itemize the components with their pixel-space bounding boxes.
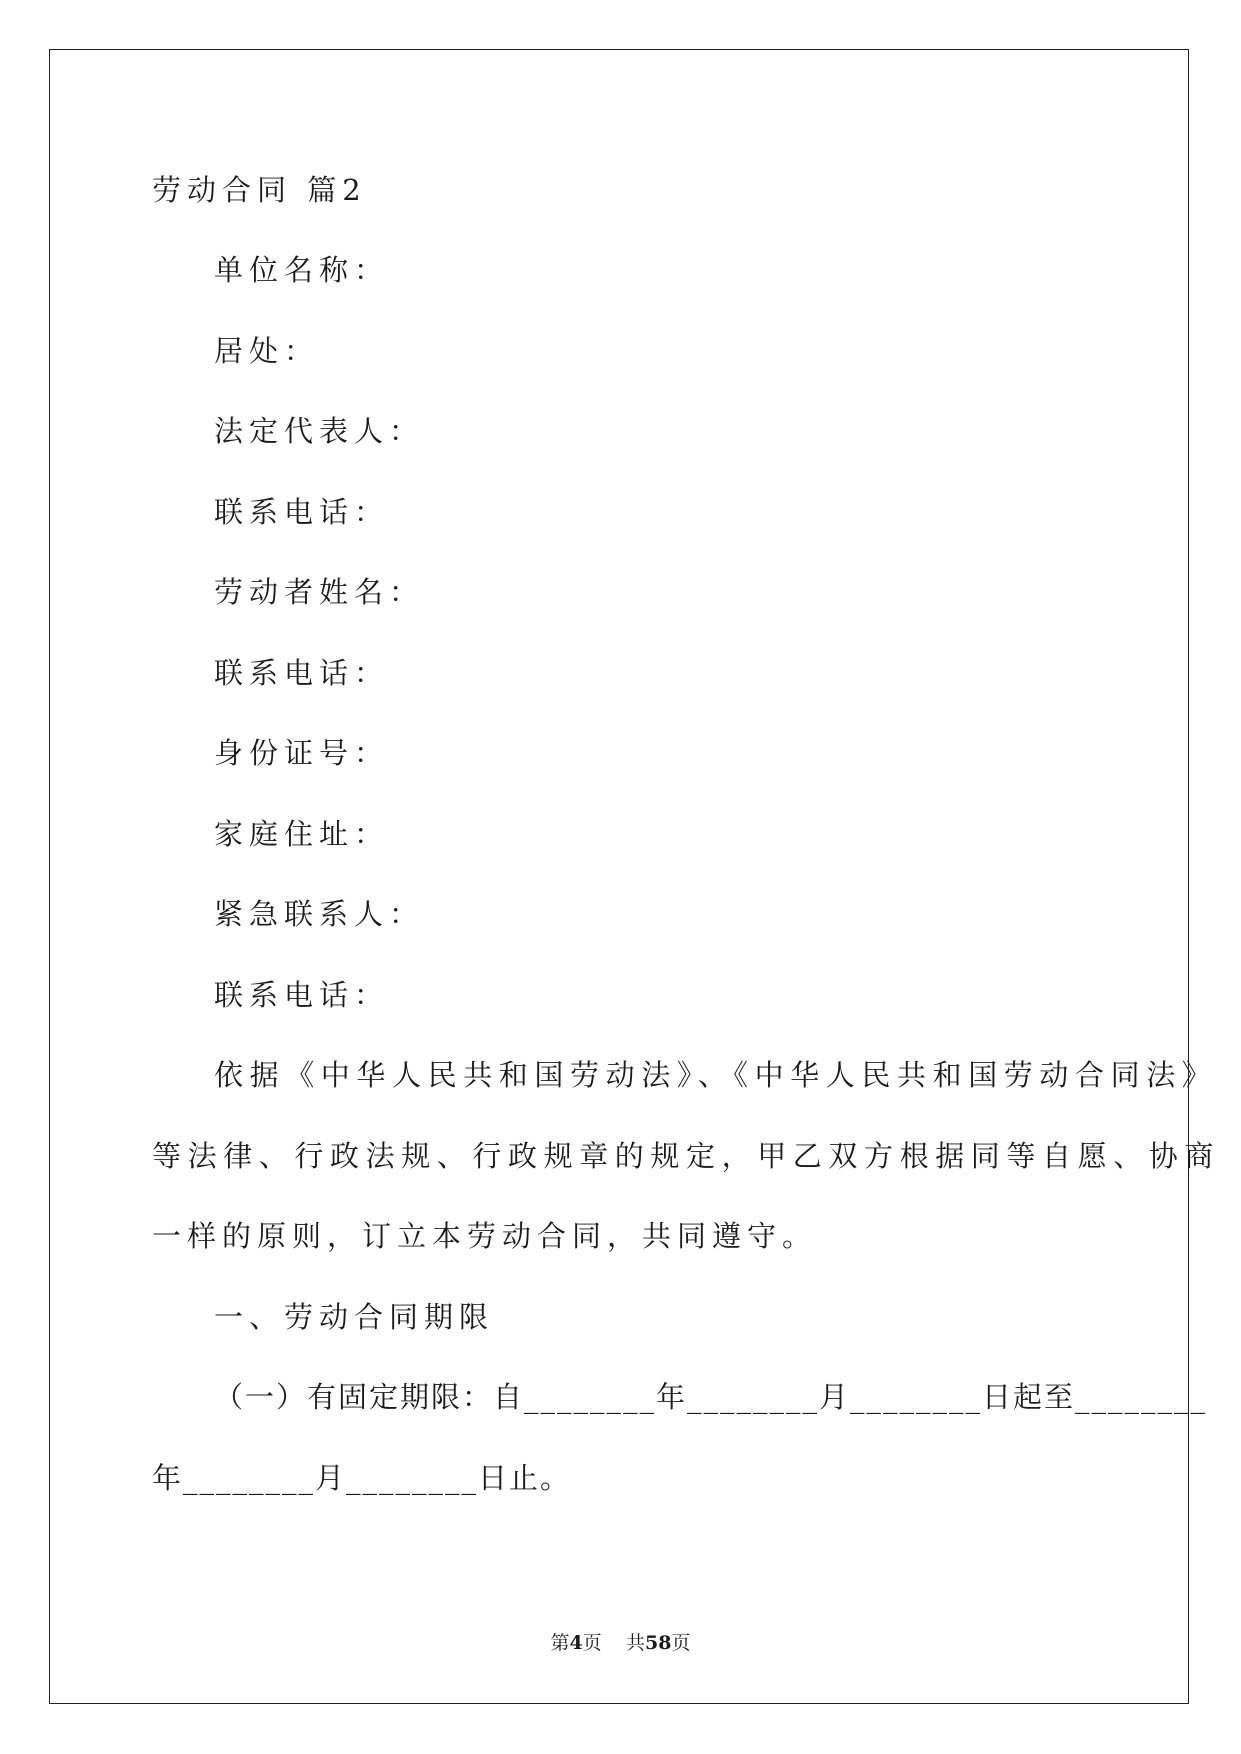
field-emergency-phone: 联系电话： — [214, 978, 390, 1012]
field-home-address: 家庭住址： — [214, 817, 390, 851]
footer-total-prefix: 共 — [625, 1632, 645, 1654]
section-1-title: 一、劳动合同期限 — [214, 1300, 495, 1334]
intro-line-1: 依据《中华人民共和国劳动法》、《中华人民共和国劳动合同法》 — [214, 1058, 1218, 1092]
section-1-item-1-line-1: （一）有固定期限：自________年________月________日起至________ — [214, 1380, 1208, 1414]
section-1-item-1-line-2: 年________月________日止。 — [152, 1461, 572, 1495]
field-residence: 居处： — [214, 334, 320, 368]
intro-line-2: 等法律、行政法规、行政规章的规定，甲乙双方根据同等自愿、协商 — [152, 1139, 1221, 1173]
page-footer — [0, 1628, 1241, 1655]
field-unit-name: 单位名称： — [214, 253, 390, 287]
field-emergency-contact: 紧急联系人： — [214, 897, 425, 931]
footer-total-pages: 58 — [644, 1632, 672, 1654]
field-worker-name: 劳动者姓名： — [214, 575, 425, 609]
field-id-number: 身份证号： — [214, 736, 390, 770]
footer-total-suffix: 页 — [671, 1632, 691, 1654]
field-legal-representative: 法定代表人： — [214, 414, 425, 448]
footer-page-suffix: 页 — [582, 1632, 602, 1654]
page-border — [49, 49, 1189, 1704]
footer-page-prefix: 第 — [550, 1632, 570, 1654]
intro-line-3: 一样的原则，订立本劳动合同，共同遵守。 — [152, 1219, 818, 1253]
field-worker-phone: 联系电话： — [214, 656, 390, 690]
footer-page-number: 4 — [569, 1632, 583, 1654]
field-contact-phone: 联系电话： — [214, 495, 390, 529]
document-heading: 劳动合同 篇2 — [152, 173, 367, 207]
